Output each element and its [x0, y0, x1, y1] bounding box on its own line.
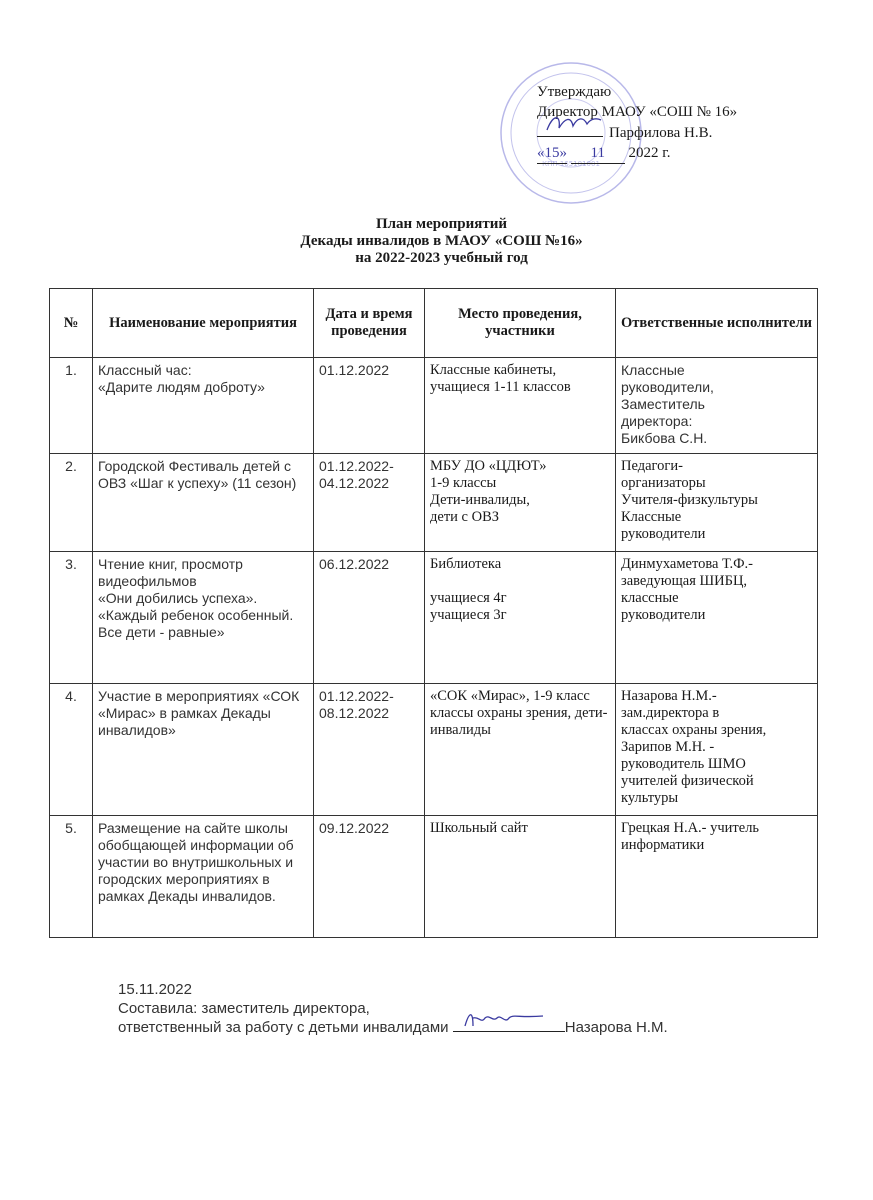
footer-compiler-name: Назарова Н.М.	[564, 1019, 668, 1036]
approval-month: 11	[571, 143, 625, 164]
approval-day: «15»	[537, 143, 567, 164]
row-date: 06.12.2022	[314, 552, 425, 684]
table-row	[50, 358, 818, 454]
title-line-2: Декады инвалидов в МАОУ «СОШ №16»	[300, 233, 583, 249]
title-line-3: на 2022-2023 учебный год	[355, 250, 528, 266]
row-number: 4.	[50, 684, 93, 816]
row-place: Школьный сайт	[425, 816, 616, 938]
row-place: Классные кабинеты, учащиеся 1-11 классов	[425, 358, 616, 454]
events-table	[49, 288, 818, 938]
title-line-1: План мероприятий	[375, 216, 508, 232]
row-place: Библиотека учащиеся 4г учащиеся 3г	[425, 552, 616, 684]
compiler-signature	[453, 1018, 565, 1032]
row-responsible: Классные руководители, Заместитель директора: Бикбова С.Н.	[616, 358, 818, 454]
table-header-row	[50, 289, 818, 358]
approval-year: 2022 г.	[628, 145, 671, 161]
row-number: 2.	[50, 454, 93, 552]
row-place: «СОК «Мирас», 1-9 класс классы охраны зрения, дети-инвалиды	[425, 684, 616, 816]
director-signature	[537, 122, 603, 137]
row-event-name: Классный час: «Дарите людям доброту»	[93, 358, 314, 454]
row-date: 01.12.2022- 04.12.2022	[314, 454, 425, 552]
row-event-name: Размещение на сайте школы обобщающей информации об участии во внутришкольных и городских мероприятиях в рамках Декады инвалидов.	[93, 816, 314, 938]
table-row	[50, 454, 818, 552]
header-name: Наименование мероприятия	[93, 289, 314, 358]
approval-date	[537, 143, 737, 164]
table-row	[50, 816, 818, 938]
header-date: Дата и время проведения	[314, 289, 425, 358]
row-number: 1.	[50, 358, 93, 454]
approval-heading: Утверждаю	[537, 84, 612, 100]
document-footer	[118, 980, 668, 1037]
row-responsible: Назарова Н.М.- зам.директора в классах охраны зрения, Зарипов М.Н. - руководитель ШМО учителей физической культуры	[616, 684, 818, 816]
row-date: 09.12.2022	[314, 816, 425, 938]
row-responsible: Динмухаметова Т.Ф.- заведующая ШИБЦ, классные руководители	[616, 552, 818, 684]
footer-compiler-line: Составила: заместитель директора,	[118, 1000, 370, 1017]
row-place: МБУ ДО «ЦДЮТ» 1-9 классы Дети-инвалиды, дети с ОВЗ	[425, 454, 616, 552]
approval-position: Директор МАОУ «СОШ № 16»	[537, 104, 738, 120]
row-event-name: Городской Фестиваль детей с ОВЗ «Шаг к успеху» (11 сезон)	[93, 454, 314, 552]
row-number: 5.	[50, 816, 93, 938]
row-responsible: Грецкая Н.А.- учитель информатики	[616, 816, 818, 938]
approval-block	[537, 82, 737, 164]
footer-responsible-text: ответственный за работу с детьми инвалидами	[118, 1019, 449, 1036]
table-row	[50, 684, 818, 816]
director-name: Парфилова Н.В.	[609, 125, 713, 141]
row-event-name: Чтение книг, просмотр видеофильмов «Они добились успеха». «Каждый ребенок особенный. Все дети - равные»	[93, 552, 314, 684]
row-number: 3.	[50, 552, 93, 684]
approval-signature-line	[537, 122, 737, 143]
row-date: 01.12.2022- 08.12.2022	[314, 684, 425, 816]
header-place: Место проведения, участники	[425, 289, 616, 358]
header-number: №	[50, 289, 93, 358]
table-row	[50, 552, 818, 684]
row-date: 01.12.2022	[314, 358, 425, 454]
footer-responsible-line	[118, 1018, 668, 1037]
header-responsible: Ответственные исполнители	[616, 289, 818, 358]
document-title	[0, 216, 873, 267]
footer-date: 15.11.2022	[118, 981, 192, 998]
svg-text:КПП 165101001: КПП 165101001	[542, 160, 600, 168]
row-responsible: Педагоги- организаторы Учителя-физкультуры Классные руководители	[616, 454, 818, 552]
row-event-name: Участие в мероприятиях «СОК «Мирас» в рамках Декады инвалидов»	[93, 684, 314, 816]
